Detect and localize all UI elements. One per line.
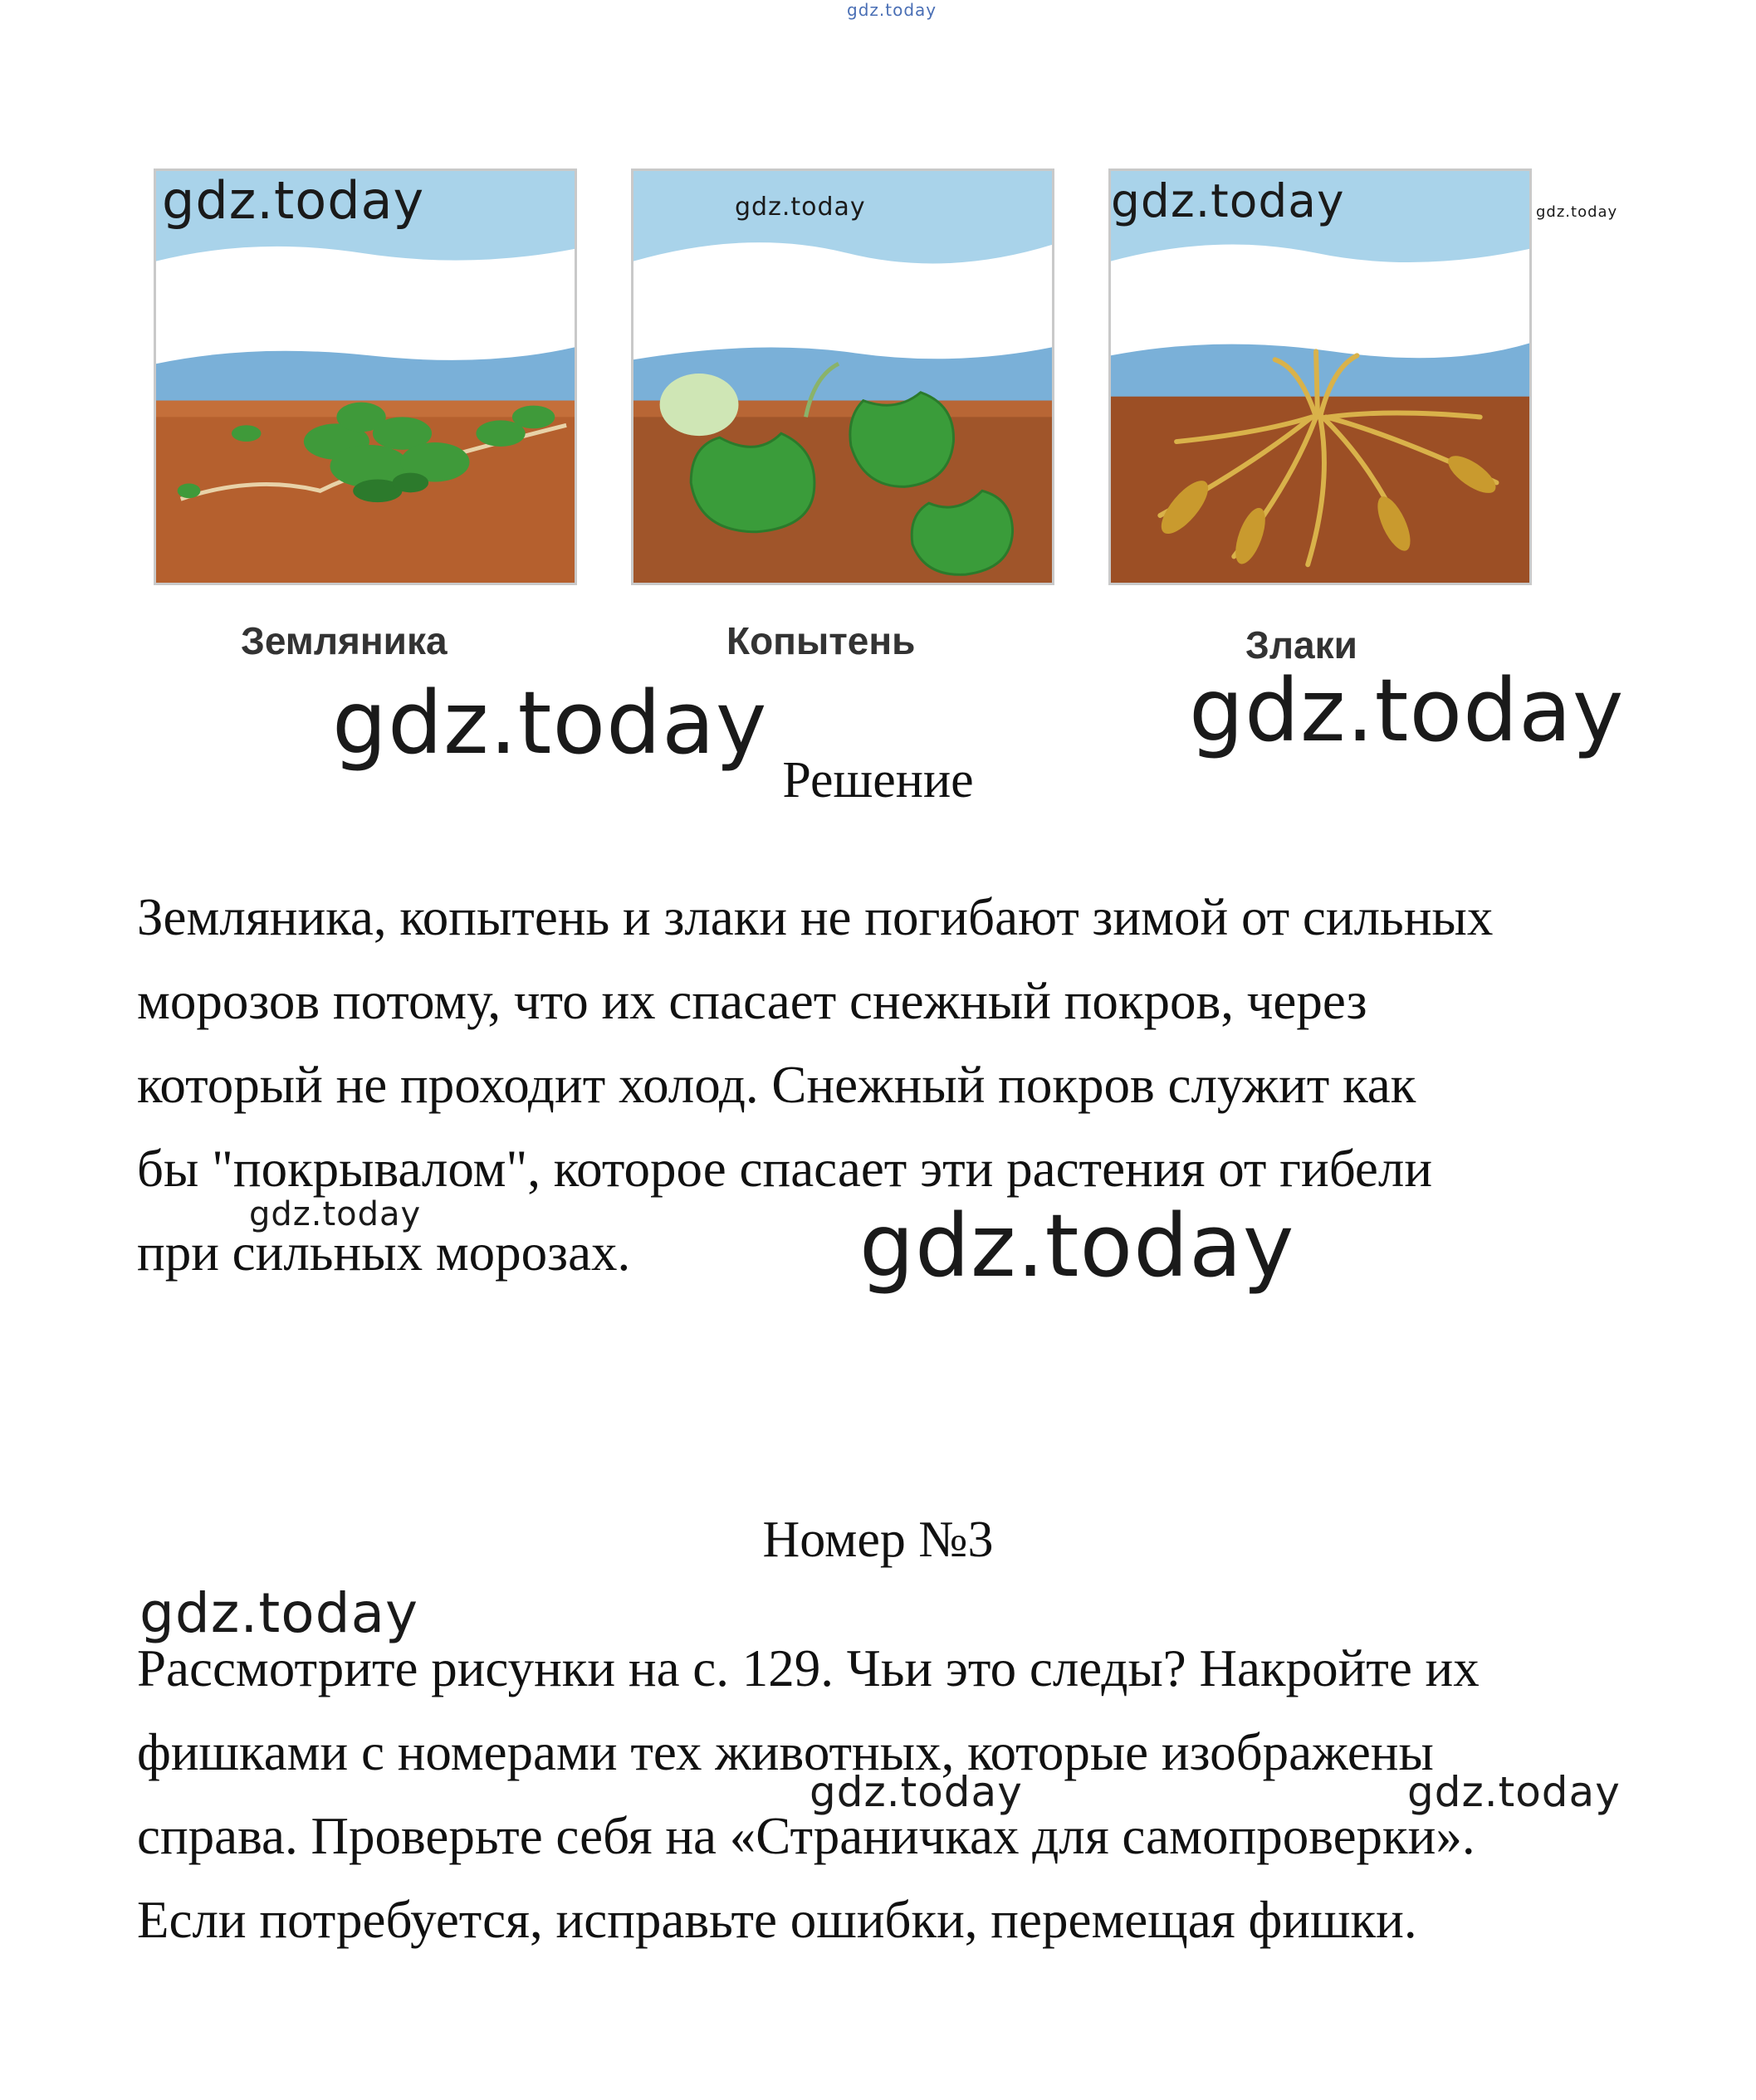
caption-strawberry: Земляника [241,619,448,662]
task-line: фишками с номерами тех животных, которые изображены [137,1723,1434,1781]
watermark: gdz.today [139,1581,419,1645]
solution-heading: Решение [782,752,974,808]
wild-ginger-plant-illustration [633,171,1052,583]
task-line: Если потребуется, исправьте ошибки, перемещая фишки. [137,1891,1417,1949]
solution-line: бы "покрывалом", которое спасает эти растения от гибели [137,1140,1433,1198]
task-line: справа. Проверьте себя на «Страничках для самопроверки». [137,1807,1475,1865]
solution-line: который не проходит холод. Снежный покров служит как [137,1056,1416,1114]
watermark: gdz.today [1536,203,1618,221]
solution-line: морозов потому, что их спасает снежный покров, через [137,972,1367,1030]
task-heading: Номер №3 [762,1512,994,1568]
watermark: gdz.today [162,170,425,231]
task-line: Рассмотрите рисунки на с. 129. Чьи это следы? Накройте их [137,1639,1480,1697]
cereal-grass-illustration [1111,171,1529,583]
caption-cereals: Злаки [1245,623,1357,667]
watermark: gdz.today [1111,174,1345,227]
solution-line: Земляника, копытень и злаки не погибают зимой от сильных [137,888,1494,946]
watermark: gdz.today [249,1195,422,1233]
caption-wild-ginger: Копытень [726,619,916,662]
watermark: gdz.today [1407,1768,1621,1816]
strawberry-illustration [154,168,577,585]
watermark: gdz.today [859,1195,1295,1297]
watermark: gdz.today [847,0,937,20]
solution-line: при сильных морозах. [137,1223,631,1282]
cereals-illustration [1108,168,1532,585]
watermark: gdz.today [332,672,768,774]
watermark: gdz.today [810,1768,1023,1816]
strawberry-plant-illustration [156,171,575,583]
wild-ginger-illustration [631,168,1054,585]
watermark: gdz.today [735,193,866,222]
watermark: gdz.today [1189,660,1625,761]
